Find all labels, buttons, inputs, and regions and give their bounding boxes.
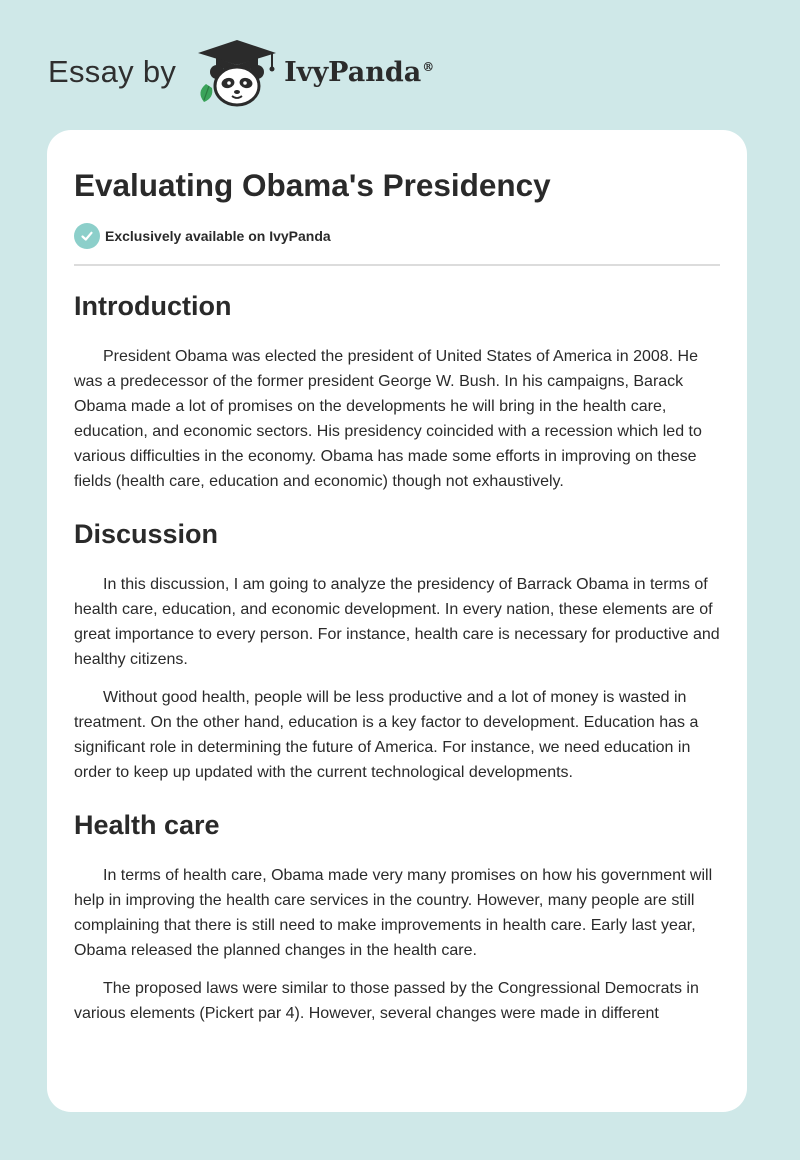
paragraph: In terms of health care, Obama made very many promises on how his government will help in improving the health care services in the country. However, many people are still complaining that there is still need to make improvements in health care. Early last year, Obama released the planned changes in the health care.	[74, 867, 713, 959]
badge-label: Exclusively available on IvyPanda	[105, 228, 331, 244]
section-heading: Discussion	[74, 519, 219, 549]
panda-graduate-icon	[194, 36, 280, 108]
paragraph: The proposed laws were similar to those passed by the Congressional Democrats in various elements (Pickert par 4). However, several changes were made in different	[74, 980, 699, 1022]
paragraph: Without good health, people will be less productive and a lot of money is wasted in treatment. On the other hand, education is a key factor to development. Education has a significant role in determining the future of America. For instance, we need education in order to keep up updated with the current technological developments.	[74, 689, 699, 781]
paragraph: In this discussion, I am going to analyze the presidency of Barrack Obama in terms of health care, education, and economic development. In every nation, these elements are of great importance to every person. For instance, health care is necessary for productive and healthy citizens.	[74, 576, 720, 668]
divider	[74, 264, 720, 266]
registered-mark: ®	[422, 59, 435, 74]
section-discussion	[74, 516, 720, 785]
paragraph: President Obama was elected the president of United States of America in 2008. He was a predecessor of the former president George W. Bush. In his campaigns, Barack Obama made a lot of promises on the developments he will bring in the health care, education, and economic sectors. His presidency coincided with a recession which led to various difficulties in the economy. Obama has made some efforts in improving on these fields (health care, education and economic) though not exhaustively.	[74, 348, 702, 490]
section-introduction	[74, 288, 720, 494]
brand-prefix: Essay by	[48, 54, 177, 89]
essay-title: Evaluating Obama's Presidency	[74, 167, 551, 203]
section-health-care	[74, 807, 720, 1026]
section-heading: Introduction	[74, 291, 232, 321]
site-brand[interactable]	[48, 36, 434, 108]
essay-card	[47, 130, 747, 1112]
exclusive-badge	[74, 223, 720, 249]
section-heading: Health care	[74, 810, 220, 840]
check-icon	[74, 223, 100, 249]
brand-name: IvyPanda®	[284, 56, 435, 88]
